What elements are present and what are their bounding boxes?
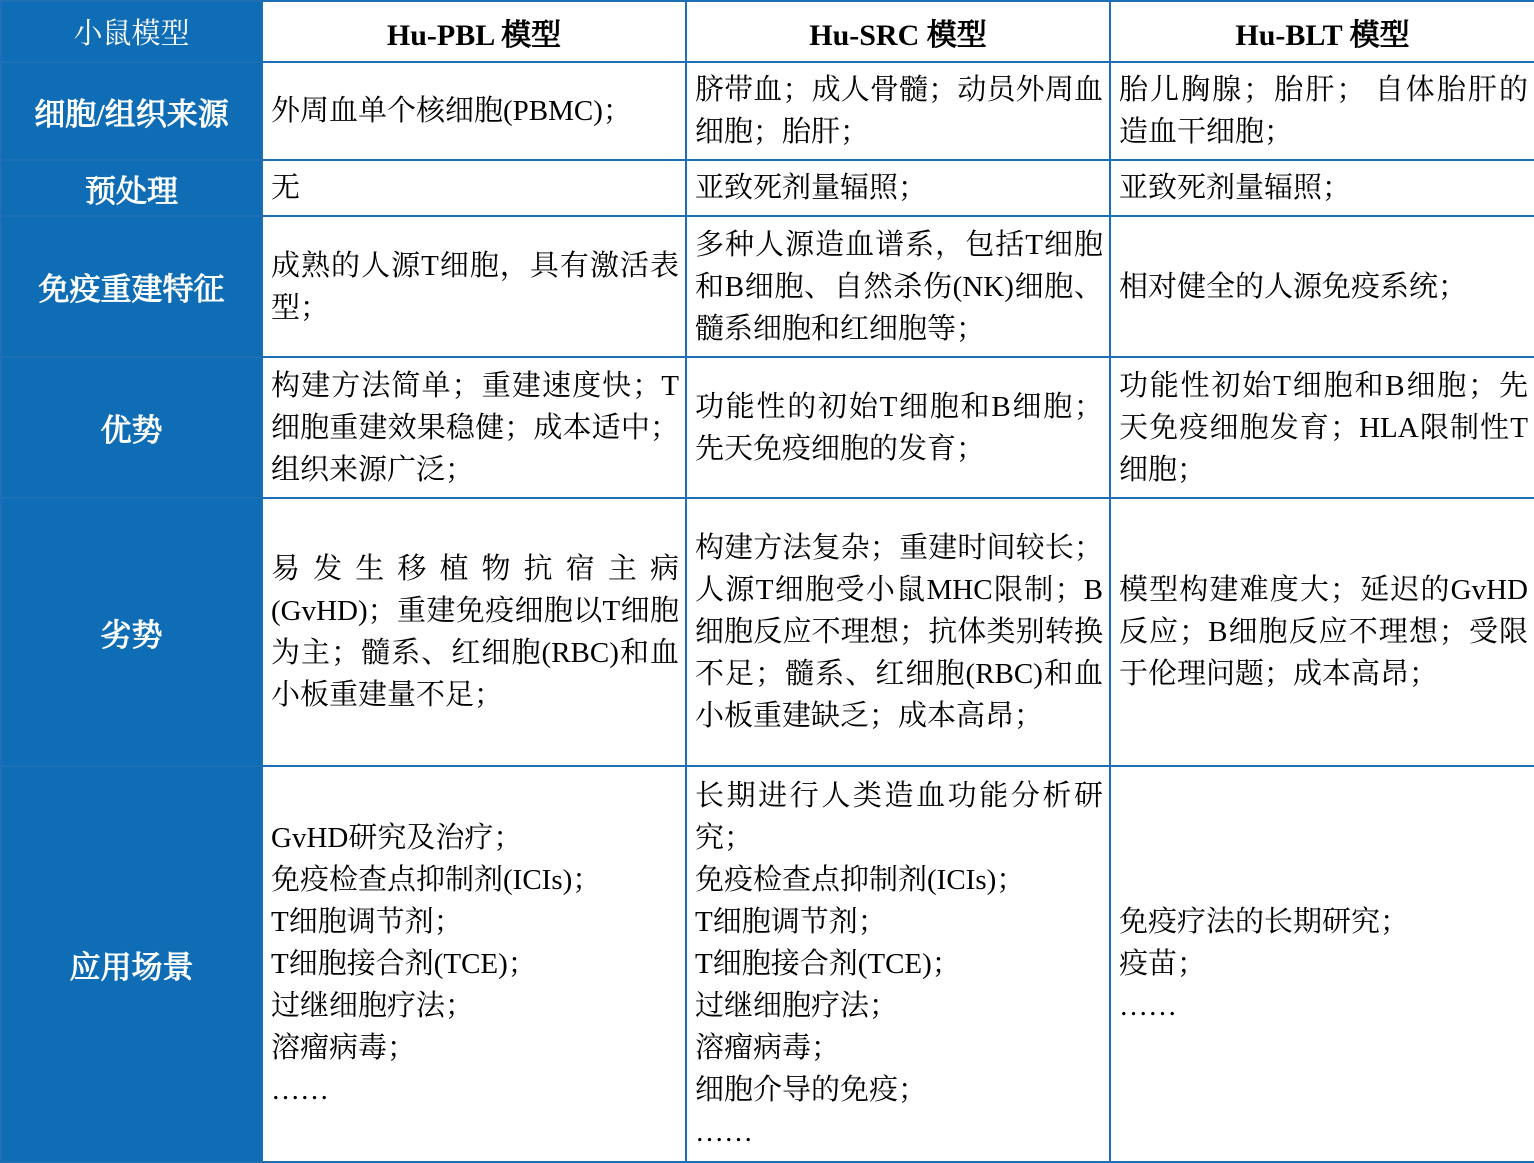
- cell-disadvantages-hu-blt: 模型构建难度大；延迟的GvHD 反应；B细胞反应不理想；受限于伦理问题；成本高昂；: [1110, 498, 1534, 766]
- application-item: 过继细胞疗法；: [271, 990, 475, 1022]
- application-item: GvHD研究及治疗；: [271, 822, 523, 854]
- cell-applications-hu-src: [686, 766, 1110, 1162]
- application-item: 长期进行人类造血功能分析研究；: [695, 780, 1103, 854]
- cell-source-hu-pbl: 外周血单个核细胞(PBMC)；: [262, 62, 686, 160]
- cell-advantages-hu-src: 功能性的初始T细胞和B细胞；先天免疫细胞的发育；: [686, 357, 1110, 498]
- header-row: [1, 1, 1534, 62]
- cell-reconstitution-hu-src: 多种人源造血谱系，包括T细胞和B细胞、自然杀伤(NK)细胞、髓系细胞和红细胞等；: [686, 216, 1110, 357]
- cell-applications-hu-blt: [1110, 766, 1534, 1162]
- column-header-hu-src: Hu-SRC 模型: [686, 1, 1110, 62]
- table-row-applications: [1, 766, 1534, 1162]
- application-ellipsis: ……: [695, 1116, 753, 1148]
- application-ellipsis: ……: [271, 1074, 329, 1106]
- application-ellipsis: ……: [1119, 990, 1177, 1022]
- row-header-disadvantages: 劣势: [1, 498, 262, 766]
- application-item: T细胞调节剂；: [695, 906, 887, 938]
- column-header-hu-blt: Hu-BLT 模型: [1110, 1, 1534, 62]
- cell-advantages-hu-pbl: 构建方法简单；重建速度快；T细胞重建效果稳健；成本适中；组织来源广泛；: [262, 357, 686, 498]
- cell-pretreatment-hu-pbl: 无: [262, 160, 686, 216]
- cell-disadvantages-hu-pbl: 易发生移植物抗宿主病(GvHD)；重建免疫细胞以T细胞为主；髓系、红细胞(RBC)和血小板重建量不足；: [262, 498, 686, 766]
- corner-header-cell: 小鼠模型: [1, 1, 262, 62]
- application-item: T细胞调节剂；: [271, 906, 463, 938]
- application-item: 溶瘤病毒；: [271, 1032, 417, 1064]
- application-item: 溶瘤病毒；: [695, 1032, 841, 1064]
- application-item: 免疫疗法的长期研究；: [1119, 906, 1410, 938]
- table-row-pretreatment: [1, 160, 1534, 216]
- application-item: T细胞接合剂(TCE)；: [695, 948, 961, 980]
- row-header-pretreatment: 预处理: [1, 160, 262, 216]
- table-row-reconstitution: [1, 216, 1534, 357]
- application-item: 免疫检查点抑制剂(ICIs)；: [271, 864, 602, 896]
- application-item: T细胞接合剂(TCE)；: [271, 948, 537, 980]
- cell-pretreatment-hu-src: 亚致死剂量辐照；: [686, 160, 1110, 216]
- cell-advantages-hu-blt: 功能性初始T细胞和B细胞；先天免疫细胞发育；HLA限制性T细胞；: [1110, 357, 1534, 498]
- table-row-advantages: [1, 357, 1534, 498]
- cell-applications-hu-pbl: [262, 766, 686, 1162]
- cell-disadvantages-hu-src: 构建方法复杂；重建时间较长；人源T细胞受小鼠MHC限制；B细胞反应不理想；抗体类别转换不足；髓系、红细胞(RBC)和血小板重建缺乏；成本高昂；: [686, 498, 1110, 766]
- application-item: 过继细胞疗法；: [695, 990, 899, 1022]
- cell-reconstitution-hu-pbl: 成熟的人源T细胞，具有激活表型；: [262, 216, 686, 357]
- row-header-reconstitution: 免疫重建特征: [1, 216, 262, 357]
- application-item: 免疫检查点抑制剂(ICIs)；: [695, 864, 1026, 896]
- application-item: 疫苗；: [1119, 948, 1207, 980]
- cell-source-hu-blt: 胎儿胸腺；胎肝； 自体胎肝的造血干细胞；: [1110, 62, 1534, 160]
- cell-source-hu-src: 脐带血；成人骨髓；动员外周血细胞；胎肝；: [686, 62, 1110, 160]
- row-header-source: 细胞/组织来源: [1, 62, 262, 160]
- cell-reconstitution-hu-blt: 相对健全的人源免疫系统；: [1110, 216, 1534, 357]
- cell-pretreatment-hu-blt: 亚致死剂量辐照；: [1110, 160, 1534, 216]
- row-header-advantages: 优势: [1, 357, 262, 498]
- column-header-hu-pbl: Hu-PBL 模型: [262, 1, 686, 62]
- table-row-source: [1, 62, 1534, 160]
- table-row-disadvantages: [1, 498, 1534, 766]
- row-header-applications: 应用场景: [1, 766, 262, 1162]
- application-item: 细胞介导的免疫；: [695, 1074, 928, 1106]
